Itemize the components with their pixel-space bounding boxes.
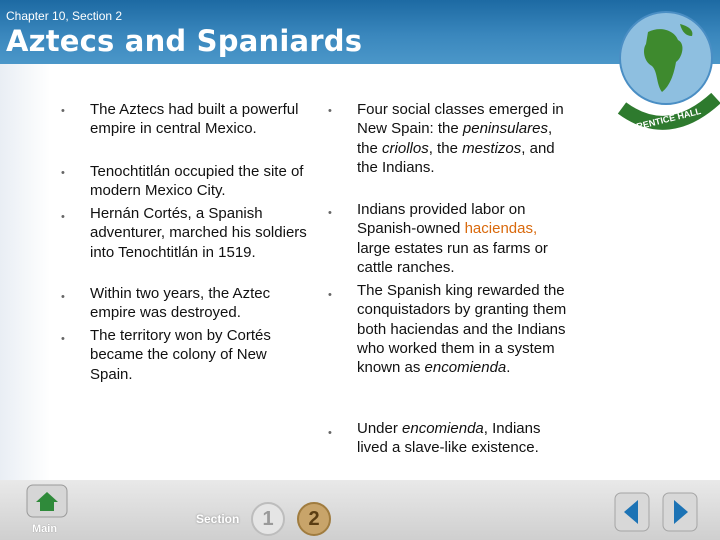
list-item: The territory won by Cortés became the colony of New Spain. [90, 327, 271, 383]
italic-term: mestizos [462, 139, 522, 157]
italic-term: encomienda [424, 359, 507, 377]
accent-term: haciendas, [464, 220, 538, 238]
list-item [357, 200, 573, 277]
item-text: , the [428, 139, 463, 157]
globe-logo [608, 0, 720, 150]
section-1-button[interactable]: 1 [251, 502, 285, 536]
prentice-hall-text: PRENTICE HALL [629, 105, 702, 134]
item-text: Indians provided labor on Spanish-owned [357, 201, 526, 238]
footer-bar [0, 480, 720, 540]
section-label: Section [196, 512, 240, 526]
italic-term: criollos [382, 139, 429, 157]
item-text: , Indians lived a slave-like existence. [357, 420, 541, 457]
item-text: , and the Indians. [357, 139, 555, 176]
bullet: • [61, 105, 65, 117]
item-text: The Spanish king rewarded the conquistadors by granting them both haciendas and the Indians who worked them in a system known as [357, 282, 567, 377]
list-item: Within two years, the Aztec empire was destroyed. [90, 285, 271, 322]
section-2-button[interactable]: 2 [297, 502, 331, 536]
next-slide-button[interactable] [662, 492, 698, 532]
bullet: • [328, 105, 332, 117]
list-item [357, 281, 573, 377]
bullet: • [328, 289, 332, 301]
list-item: The Aztecs had built a powerful empire in central Mexico. [90, 101, 299, 138]
main-label: Main [32, 523, 58, 535]
page-title: Aztecs and Spaniards [6, 24, 363, 58]
bullet: • [61, 291, 65, 303]
chapter-label: Chapter 10, Section 2 [6, 9, 123, 23]
item-text: large estates run as farms or cattle ranches. [357, 239, 548, 276]
bullet: • [61, 211, 65, 223]
prev-slide-button[interactable] [614, 492, 650, 532]
item-text: Under [357, 420, 403, 437]
bullet: • [61, 333, 65, 345]
list-item: Tenochtitlán occupied the site of modern Mexico City. [90, 163, 304, 200]
main-home-button[interactable] [26, 484, 68, 518]
list-item [357, 100, 573, 177]
list-item [357, 419, 573, 458]
item-text: , the [357, 120, 553, 157]
italic-term: peninsulares [462, 120, 548, 138]
list-item: Hernán Cortés, a Spanish adventurer, marched his soldiers into Tenochtitlán in 1519. [90, 205, 307, 261]
item-text: Four social classes emerged in New Spain: the [357, 101, 564, 138]
item-text: . [506, 359, 511, 377]
bullet: • [328, 427, 332, 439]
italic-term: encomienda [402, 420, 484, 437]
bullet: • [61, 167, 65, 179]
bullet: • [328, 207, 332, 219]
